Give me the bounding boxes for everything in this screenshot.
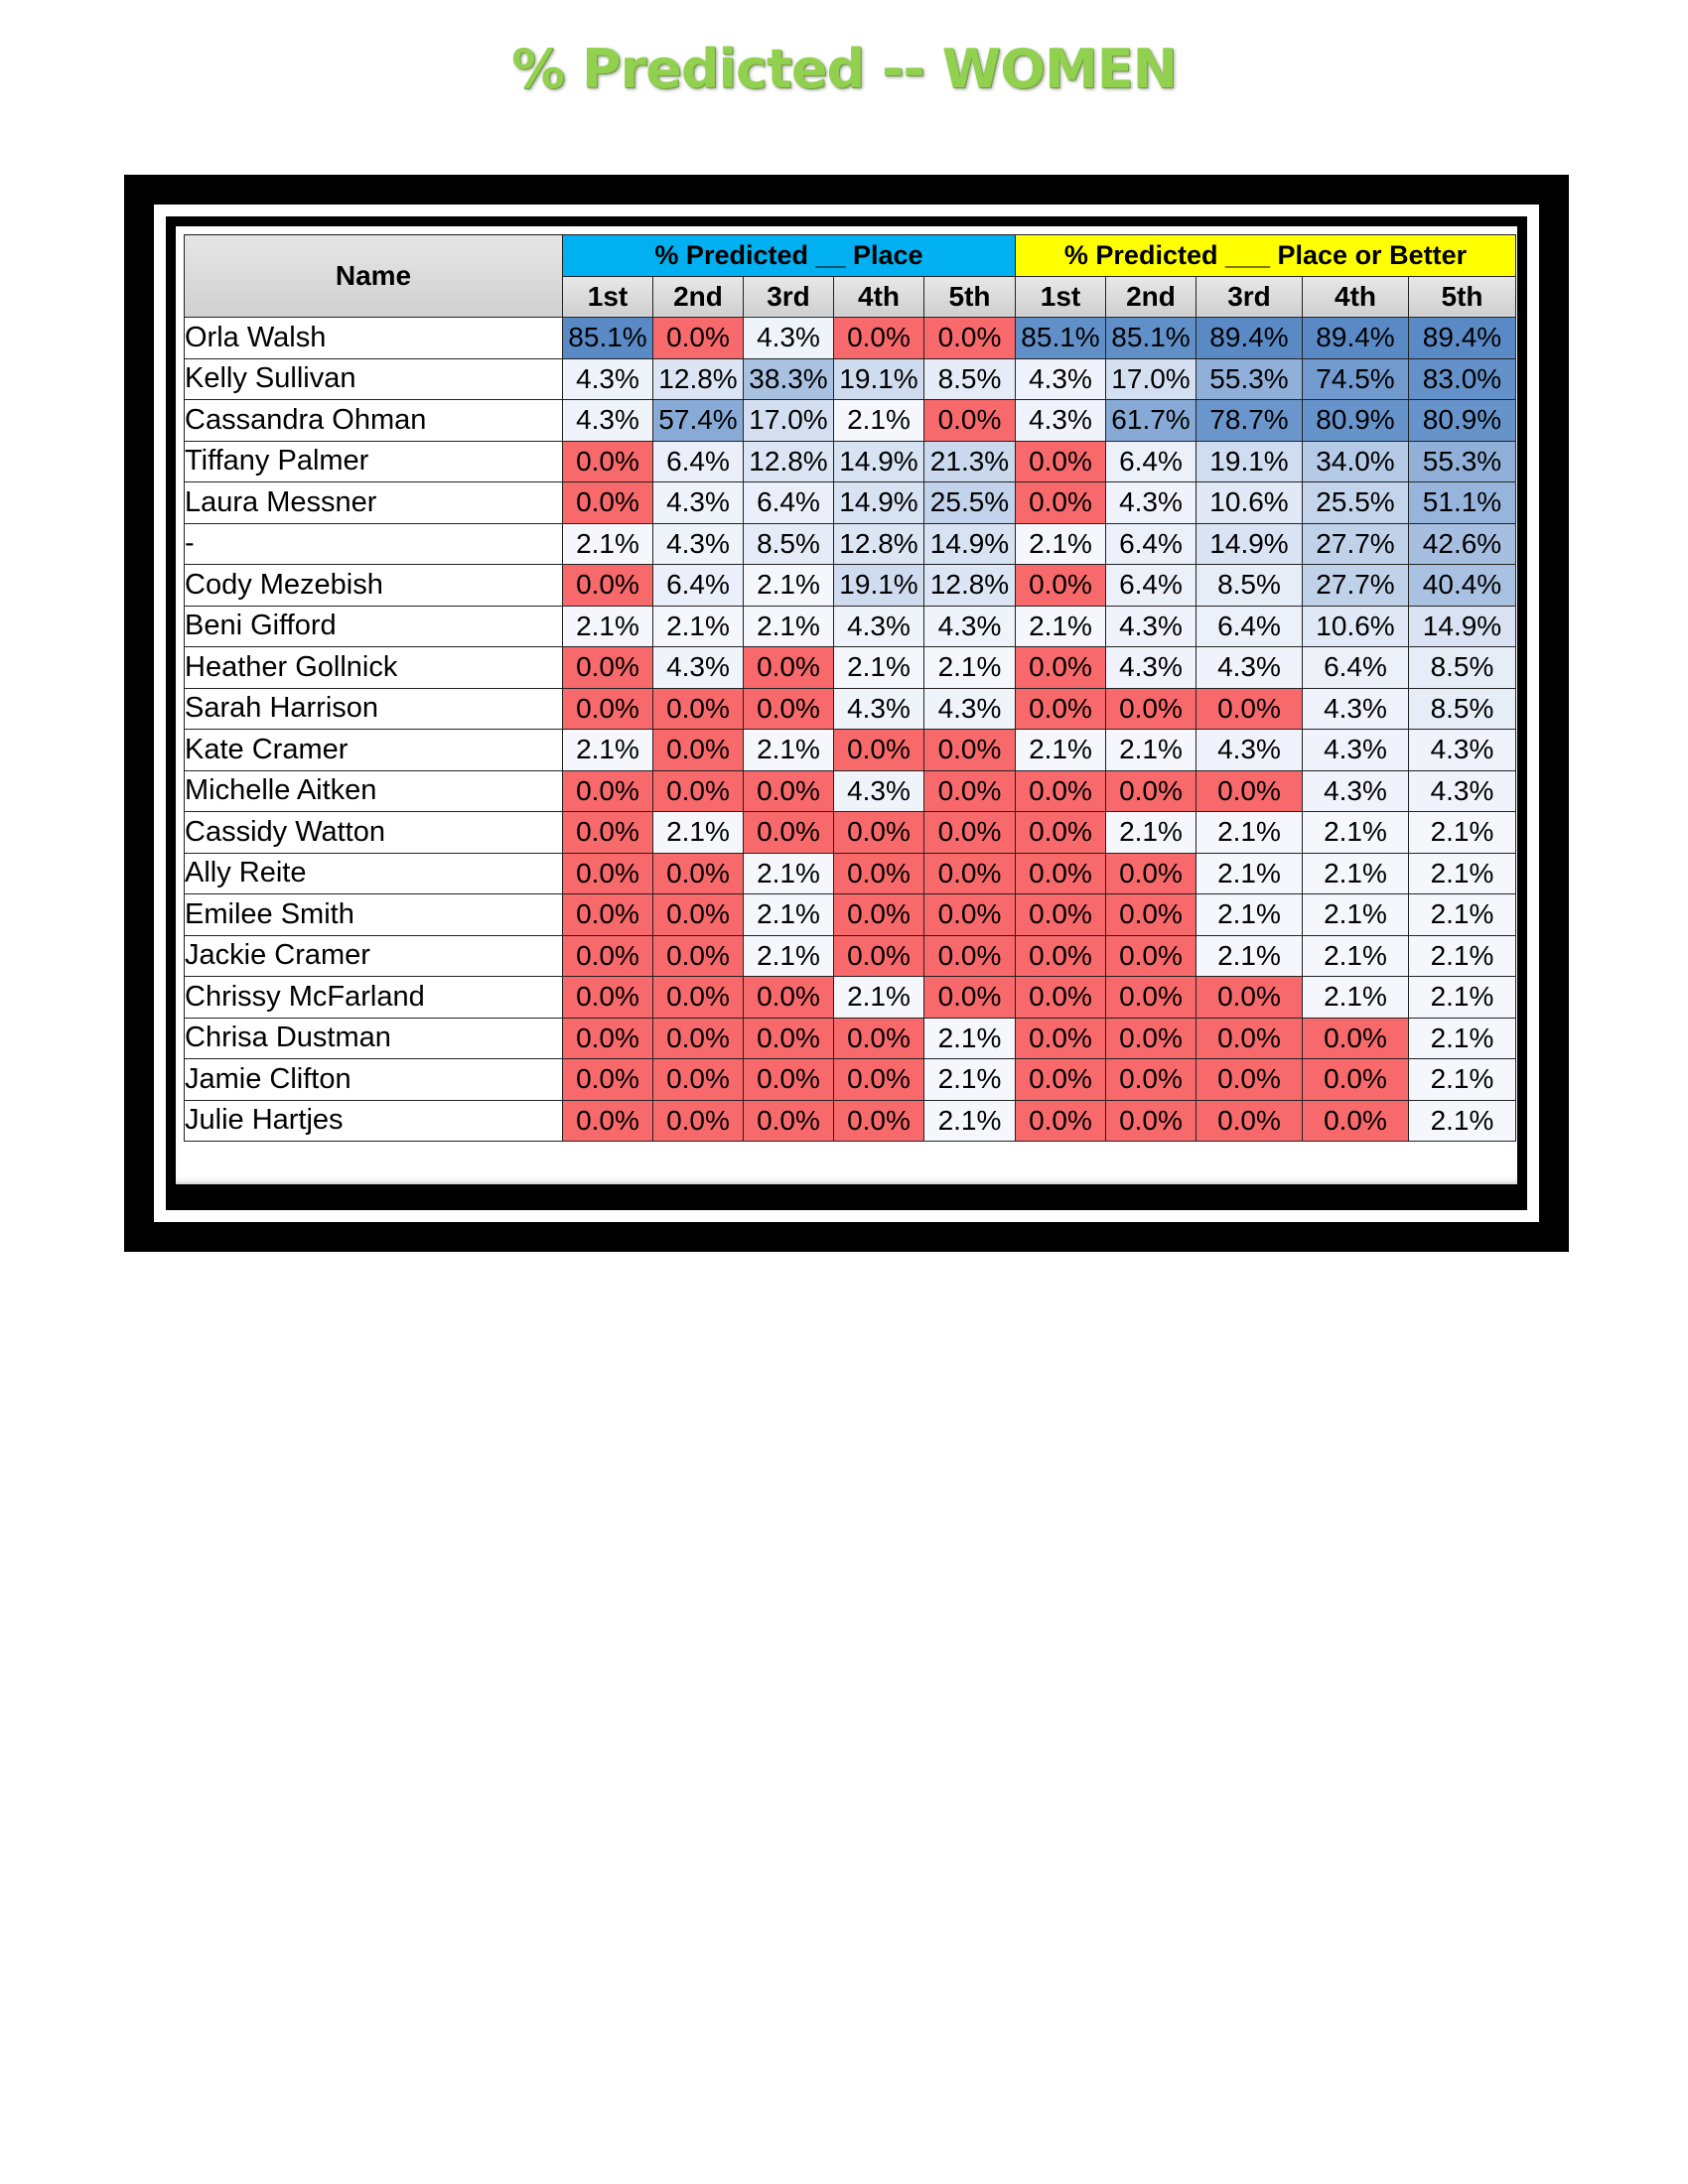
place-or-better-percent-cell: 80.9% (1303, 400, 1409, 442)
place-or-better-percent-cell: 2.1% (1409, 1100, 1516, 1142)
table-row (185, 812, 1516, 854)
better-col-header: 2nd (1106, 276, 1196, 318)
place-percent-cell: 4.3% (563, 358, 653, 400)
place-or-better-percent-cell: 8.5% (1409, 647, 1516, 689)
table-frame (124, 175, 1569, 1252)
place-percent-cell: 0.0% (744, 647, 834, 689)
place-or-better-percent-cell: 0.0% (1106, 1018, 1196, 1059)
place-or-better-percent-cell: 0.0% (1196, 1100, 1303, 1142)
athlete-name: Laura Messner (185, 482, 563, 524)
place-percent-cell: 0.0% (563, 1059, 653, 1101)
place-percent-cell: 0.0% (924, 894, 1016, 936)
place-percent-cell: 6.4% (653, 565, 744, 607)
table-row (185, 523, 1516, 565)
better-col-header: 4th (1303, 276, 1409, 318)
place-or-better-percent-cell: 0.0% (1106, 853, 1196, 894)
place-percent-cell: 0.0% (834, 812, 924, 854)
place-percent-cell: 0.0% (563, 1018, 653, 1059)
place-or-better-percent-cell: 2.1% (1106, 812, 1196, 854)
place-percent-cell: 6.4% (653, 441, 744, 482)
place-or-better-percent-cell: 4.3% (1409, 730, 1516, 771)
place-col-header: 2nd (653, 276, 744, 318)
place-percent-cell: 8.5% (744, 523, 834, 565)
athlete-name: Cody Mezebish (185, 565, 563, 607)
place-or-better-percent-cell: 6.4% (1106, 441, 1196, 482)
group-header-place: % Predicted __ Place (563, 235, 1016, 277)
place-or-better-percent-cell: 14.9% (1409, 606, 1516, 647)
place-percent-cell: 0.0% (563, 853, 653, 894)
place-percent-cell: 0.0% (653, 770, 744, 812)
place-percent-cell: 0.0% (563, 770, 653, 812)
place-or-better-percent-cell: 0.0% (1016, 441, 1106, 482)
place-or-better-percent-cell: 2.1% (1196, 812, 1303, 854)
place-percent-cell: 2.1% (924, 1018, 1016, 1059)
place-or-better-percent-cell: 17.0% (1106, 358, 1196, 400)
table-row (185, 935, 1516, 977)
place-percent-cell: 0.0% (834, 318, 924, 359)
place-percent-cell: 0.0% (653, 1018, 744, 1059)
place-percent-cell: 0.0% (563, 482, 653, 524)
place-percent-cell: 2.1% (744, 935, 834, 977)
place-or-better-percent-cell: 2.1% (1409, 1059, 1516, 1101)
place-or-better-percent-cell: 2.1% (1409, 853, 1516, 894)
place-or-better-percent-cell: 2.1% (1303, 977, 1409, 1019)
place-or-better-percent-cell: 89.4% (1409, 318, 1516, 359)
place-or-better-percent-cell: 0.0% (1016, 482, 1106, 524)
place-percent-cell: 2.1% (563, 730, 653, 771)
place-percent-cell: 0.0% (563, 565, 653, 607)
table-row (185, 1100, 1516, 1142)
place-percent-cell: 0.0% (924, 318, 1016, 359)
place-percent-cell: 12.8% (924, 565, 1016, 607)
place-or-better-percent-cell: 2.1% (1303, 853, 1409, 894)
place-percent-cell: 12.8% (744, 441, 834, 482)
place-or-better-percent-cell: 4.3% (1016, 400, 1106, 442)
place-percent-cell: 2.1% (653, 812, 744, 854)
place-or-better-percent-cell: 27.7% (1303, 523, 1409, 565)
place-or-better-percent-cell: 0.0% (1196, 688, 1303, 730)
place-percent-cell: 4.3% (653, 647, 744, 689)
place-percent-cell: 0.0% (834, 894, 924, 936)
place-or-better-percent-cell: 0.0% (1016, 688, 1106, 730)
place-percent-cell: 14.9% (834, 441, 924, 482)
table-row (185, 1018, 1516, 1059)
table-row (185, 606, 1516, 647)
place-percent-cell: 0.0% (563, 894, 653, 936)
place-or-better-percent-cell: 61.7% (1106, 400, 1196, 442)
place-percent-cell: 2.1% (924, 1100, 1016, 1142)
athlete-name: Jackie Cramer (185, 935, 563, 977)
place-or-better-percent-cell: 2.1% (1409, 977, 1516, 1019)
place-percent-cell: 14.9% (924, 523, 1016, 565)
place-or-better-percent-cell: 0.0% (1303, 1059, 1409, 1101)
athlete-name: Tiffany Palmer (185, 441, 563, 482)
place-or-better-percent-cell: 0.0% (1016, 977, 1106, 1019)
place-percent-cell: 17.0% (744, 400, 834, 442)
place-percent-cell: 6.4% (744, 482, 834, 524)
table-row (185, 565, 1516, 607)
place-percent-cell: 2.1% (744, 730, 834, 771)
name-column-header: Name (185, 235, 563, 318)
place-percent-cell: 0.0% (653, 853, 744, 894)
place-or-better-percent-cell: 78.7% (1196, 400, 1303, 442)
place-or-better-percent-cell: 0.0% (1303, 1100, 1409, 1142)
place-percent-cell: 2.1% (744, 853, 834, 894)
table-row (185, 770, 1516, 812)
place-or-better-percent-cell: 2.1% (1303, 812, 1409, 854)
table-body (185, 318, 1516, 1142)
athlete-name: Kelly Sullivan (185, 358, 563, 400)
place-or-better-percent-cell: 25.5% (1303, 482, 1409, 524)
place-percent-cell: 2.1% (563, 523, 653, 565)
place-or-better-percent-cell: 89.4% (1303, 318, 1409, 359)
place-or-better-percent-cell: 4.3% (1409, 770, 1516, 812)
table-row (185, 730, 1516, 771)
table-row (185, 853, 1516, 894)
place-or-better-percent-cell: 85.1% (1106, 318, 1196, 359)
place-or-better-percent-cell: 6.4% (1303, 647, 1409, 689)
place-or-better-percent-cell: 0.0% (1303, 1018, 1409, 1059)
place-percent-cell: 2.1% (744, 565, 834, 607)
place-or-better-percent-cell: 0.0% (1016, 1018, 1106, 1059)
table-row (185, 1059, 1516, 1101)
place-percent-cell: 0.0% (744, 977, 834, 1019)
place-or-better-percent-cell: 4.3% (1303, 770, 1409, 812)
place-or-better-percent-cell: 6.4% (1106, 523, 1196, 565)
table-row (185, 400, 1516, 442)
place-or-better-percent-cell: 2.1% (1196, 935, 1303, 977)
place-percent-cell: 0.0% (653, 730, 744, 771)
place-percent-cell: 4.3% (653, 482, 744, 524)
athlete-name: Orla Walsh (185, 318, 563, 359)
place-or-better-percent-cell: 4.3% (1196, 730, 1303, 771)
place-col-header: 4th (834, 276, 924, 318)
place-percent-cell: 0.0% (653, 1100, 744, 1142)
place-or-better-percent-cell: 4.3% (1303, 688, 1409, 730)
place-or-better-percent-cell: 2.1% (1106, 730, 1196, 771)
place-percent-cell: 4.3% (653, 523, 744, 565)
place-or-better-percent-cell: 0.0% (1016, 1059, 1106, 1101)
place-or-better-percent-cell: 2.1% (1409, 1018, 1516, 1059)
place-percent-cell: 0.0% (924, 812, 1016, 854)
place-percent-cell: 12.8% (834, 523, 924, 565)
place-or-better-percent-cell: 2.1% (1016, 730, 1106, 771)
place-percent-cell: 0.0% (653, 894, 744, 936)
better-col-header: 5th (1409, 276, 1516, 318)
place-or-better-percent-cell: 4.3% (1106, 606, 1196, 647)
place-percent-cell: 38.3% (744, 358, 834, 400)
athlete-name: Chrisa Dustman (185, 1018, 563, 1059)
place-or-better-percent-cell: 51.1% (1409, 482, 1516, 524)
place-percent-cell: 0.0% (563, 935, 653, 977)
place-or-better-percent-cell: 74.5% (1303, 358, 1409, 400)
athlete-name: Kate Cramer (185, 730, 563, 771)
place-percent-cell: 0.0% (744, 1059, 834, 1101)
place-percent-cell: 8.5% (924, 358, 1016, 400)
place-percent-cell: 2.1% (744, 894, 834, 936)
athlete-name: Emilee Smith (185, 894, 563, 936)
place-or-better-percent-cell: 2.1% (1409, 812, 1516, 854)
place-or-better-percent-cell: 0.0% (1196, 977, 1303, 1019)
place-or-better-percent-cell: 0.0% (1016, 935, 1106, 977)
place-percent-cell: 0.0% (744, 770, 834, 812)
place-percent-cell: 0.0% (744, 688, 834, 730)
place-or-better-percent-cell: 2.1% (1409, 894, 1516, 936)
place-percent-cell: 0.0% (563, 647, 653, 689)
place-percent-cell: 2.1% (924, 1059, 1016, 1101)
place-or-better-percent-cell: 2.1% (1303, 894, 1409, 936)
place-percent-cell: 0.0% (563, 688, 653, 730)
table-row (185, 977, 1516, 1019)
place-or-better-percent-cell: 8.5% (1409, 688, 1516, 730)
place-percent-cell: 0.0% (744, 1018, 834, 1059)
place-percent-cell: 0.0% (834, 1100, 924, 1142)
place-percent-cell: 0.0% (924, 853, 1016, 894)
frame-white-border (154, 205, 1539, 1222)
athlete-name: Michelle Aitken (185, 770, 563, 812)
place-percent-cell: 25.5% (924, 482, 1016, 524)
athlete-name: - (185, 523, 563, 565)
table-row (185, 358, 1516, 400)
place-or-better-percent-cell: 2.1% (1303, 935, 1409, 977)
place-percent-cell: 0.0% (924, 935, 1016, 977)
place-percent-cell: 2.1% (744, 606, 834, 647)
place-or-better-percent-cell: 4.3% (1016, 358, 1106, 400)
table-row (185, 318, 1516, 359)
better-col-header: 3rd (1196, 276, 1303, 318)
table-row (185, 647, 1516, 689)
place-or-better-percent-cell: 80.9% (1409, 400, 1516, 442)
place-or-better-percent-cell: 0.0% (1196, 1059, 1303, 1101)
place-percent-cell: 2.1% (924, 647, 1016, 689)
table-row (185, 441, 1516, 482)
place-or-better-percent-cell: 0.0% (1106, 935, 1196, 977)
place-percent-cell: 0.0% (834, 1059, 924, 1101)
place-percent-cell: 0.0% (924, 770, 1016, 812)
place-percent-cell: 21.3% (924, 441, 1016, 482)
athlete-name: Cassandra Ohman (185, 400, 563, 442)
place-or-better-percent-cell: 0.0% (1196, 770, 1303, 812)
place-or-better-percent-cell: 10.6% (1196, 482, 1303, 524)
place-percent-cell: 0.0% (563, 977, 653, 1019)
place-percent-cell: 0.0% (744, 1100, 834, 1142)
athlete-name: Heather Gollnick (185, 647, 563, 689)
place-percent-cell: 4.3% (834, 688, 924, 730)
place-or-better-percent-cell: 0.0% (1106, 1059, 1196, 1101)
place-or-better-percent-cell: 4.3% (1196, 647, 1303, 689)
page-title: % Predicted -- WOMEN (511, 38, 1177, 100)
table-row (185, 894, 1516, 936)
place-or-better-percent-cell: 2.1% (1016, 523, 1106, 565)
place-or-better-percent-cell: 0.0% (1016, 647, 1106, 689)
place-percent-cell: 4.3% (563, 400, 653, 442)
athlete-name: Sarah Harrison (185, 688, 563, 730)
place-percent-cell: 57.4% (653, 400, 744, 442)
place-percent-cell: 4.3% (834, 606, 924, 647)
place-or-better-percent-cell: 0.0% (1016, 812, 1106, 854)
place-percent-cell: 2.1% (563, 606, 653, 647)
place-percent-cell: 4.3% (834, 770, 924, 812)
place-percent-cell: 2.1% (834, 977, 924, 1019)
better-col-header: 1st (1016, 276, 1106, 318)
table-row (185, 688, 1516, 730)
place-or-better-percent-cell: 0.0% (1106, 770, 1196, 812)
place-or-better-percent-cell: 55.3% (1409, 441, 1516, 482)
place-or-better-percent-cell: 0.0% (1106, 894, 1196, 936)
place-or-better-percent-cell: 0.0% (1106, 688, 1196, 730)
athlete-name: Chrissy McFarland (185, 977, 563, 1019)
place-or-better-percent-cell: 4.3% (1106, 482, 1196, 524)
place-or-better-percent-cell: 0.0% (1016, 770, 1106, 812)
place-percent-cell: 0.0% (653, 977, 744, 1019)
athlete-name: Beni Gifford (185, 606, 563, 647)
place-percent-cell: 19.1% (834, 565, 924, 607)
place-percent-cell: 0.0% (563, 441, 653, 482)
place-percent-cell: 85.1% (563, 318, 653, 359)
place-percent-cell: 4.3% (744, 318, 834, 359)
place-or-better-percent-cell: 2.1% (1196, 894, 1303, 936)
place-or-better-percent-cell: 27.7% (1303, 565, 1409, 607)
place-or-better-percent-cell: 2.1% (1409, 935, 1516, 977)
place-percent-cell: 2.1% (834, 400, 924, 442)
place-percent-cell: 0.0% (834, 1018, 924, 1059)
place-percent-cell: 14.9% (834, 482, 924, 524)
athlete-name: Julie Hartjes (185, 1100, 563, 1142)
place-percent-cell: 0.0% (924, 400, 1016, 442)
spreadsheet-area (176, 226, 1517, 1184)
place-or-better-percent-cell: 14.9% (1196, 523, 1303, 565)
place-or-better-percent-cell: 0.0% (1016, 853, 1106, 894)
place-percent-cell: 4.3% (924, 606, 1016, 647)
place-or-better-percent-cell: 2.1% (1196, 853, 1303, 894)
place-percent-cell: 0.0% (744, 812, 834, 854)
place-or-better-percent-cell: 40.4% (1409, 565, 1516, 607)
place-or-better-percent-cell: 55.3% (1196, 358, 1303, 400)
place-or-better-percent-cell: 4.3% (1106, 647, 1196, 689)
table-row (185, 482, 1516, 524)
place-or-better-percent-cell: 0.0% (1016, 894, 1106, 936)
place-percent-cell: 0.0% (924, 977, 1016, 1019)
place-col-header: 3rd (744, 276, 834, 318)
place-percent-cell: 0.0% (924, 730, 1016, 771)
place-or-better-percent-cell: 0.0% (1196, 1018, 1303, 1059)
place-percent-cell: 2.1% (834, 647, 924, 689)
place-or-better-percent-cell: 10.6% (1303, 606, 1409, 647)
place-percent-cell: 0.0% (563, 1100, 653, 1142)
predictions-table (184, 234, 1516, 1142)
group-header-place-or-better: % Predicted ___ Place or Better (1016, 235, 1516, 277)
athlete-name: Ally Reite (185, 853, 563, 894)
place-or-better-percent-cell: 89.4% (1196, 318, 1303, 359)
place-or-better-percent-cell: 4.3% (1303, 730, 1409, 771)
place-or-better-percent-cell: 19.1% (1196, 441, 1303, 482)
place-or-better-percent-cell: 83.0% (1409, 358, 1516, 400)
place-or-better-percent-cell: 6.4% (1106, 565, 1196, 607)
place-or-better-percent-cell: 8.5% (1196, 565, 1303, 607)
place-or-better-percent-cell: 0.0% (1016, 565, 1106, 607)
place-percent-cell: 19.1% (834, 358, 924, 400)
athlete-name: Jamie Clifton (185, 1059, 563, 1101)
place-percent-cell: 4.3% (924, 688, 1016, 730)
place-percent-cell: 0.0% (653, 1059, 744, 1101)
place-or-better-percent-cell: 34.0% (1303, 441, 1409, 482)
frame-inner-border (166, 216, 1527, 1210)
place-percent-cell: 0.0% (563, 812, 653, 854)
place-or-better-percent-cell: 2.1% (1016, 606, 1106, 647)
place-or-better-percent-cell: 0.0% (1106, 977, 1196, 1019)
place-percent-cell: 0.0% (653, 688, 744, 730)
place-or-better-percent-cell: 6.4% (1196, 606, 1303, 647)
place-percent-cell: 2.1% (653, 606, 744, 647)
place-percent-cell: 0.0% (834, 935, 924, 977)
place-or-better-percent-cell: 0.0% (1106, 1100, 1196, 1142)
place-percent-cell: 0.0% (653, 935, 744, 977)
place-percent-cell: 0.0% (834, 730, 924, 771)
place-percent-cell: 0.0% (653, 318, 744, 359)
athlete-name: Cassidy Watton (185, 812, 563, 854)
place-col-header: 5th (924, 276, 1016, 318)
place-percent-cell: 12.8% (653, 358, 744, 400)
place-col-header: 1st (563, 276, 653, 318)
place-or-better-percent-cell: 42.6% (1409, 523, 1516, 565)
place-or-better-percent-cell: 85.1% (1016, 318, 1106, 359)
place-or-better-percent-cell: 0.0% (1016, 1100, 1106, 1142)
place-percent-cell: 0.0% (834, 853, 924, 894)
